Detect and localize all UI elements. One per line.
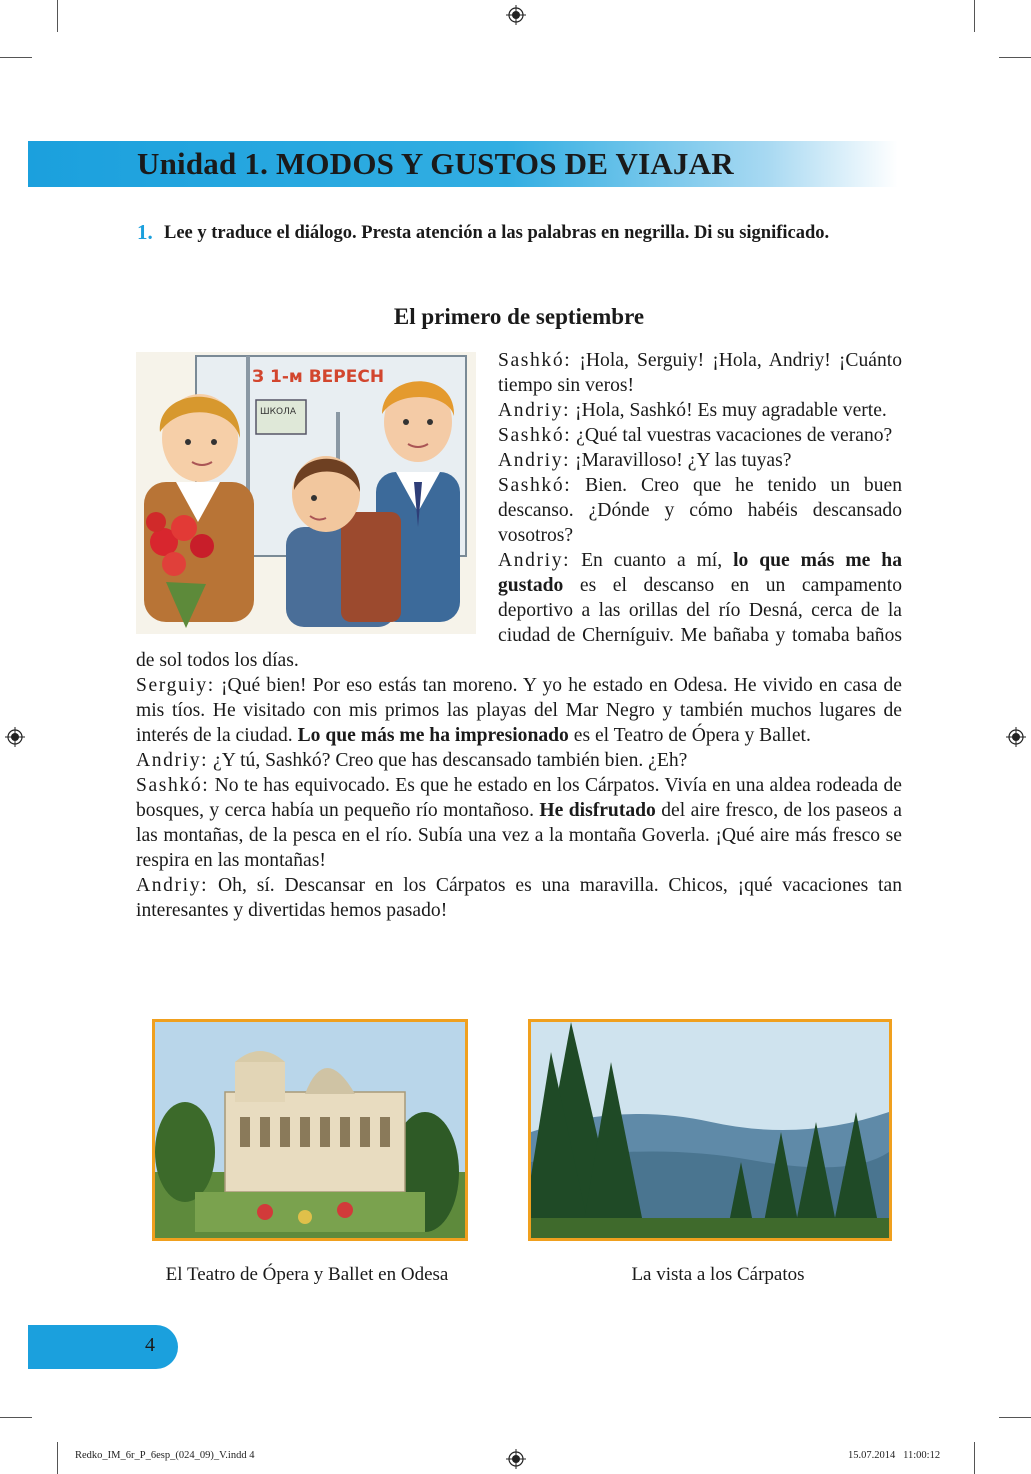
carpathians-photo-caption: La vista a los Cárpatos	[631, 1264, 805, 1285]
line-text: es el descanso en un campamento deportivo a las orillas del río Desná, cerca de la ciudad de Cherníguiv. Me bañaba y tomaba baños de sol todos los días.	[136, 575, 902, 671]
crop-mark	[974, 0, 975, 32]
students-illustration	[136, 352, 476, 634]
illustration-school-sign: ШКОЛА	[260, 407, 297, 417]
speaker-label: Sashkó:	[498, 425, 572, 446]
line-text: ¡Maravilloso! ¿Y las tuyas?	[570, 450, 792, 471]
speaker-label: Sashkó:	[498, 350, 572, 371]
crop-mark	[57, 1442, 58, 1474]
speaker-label: Sashkó:	[498, 475, 572, 496]
line-text: Oh, sí. Descansar en los Cárpatos es una maravilla. Chicos, ¡qué vacaciones tan interesantes y divertidas hemos pasado!	[136, 875, 902, 921]
carpathians-photo	[528, 1019, 892, 1241]
registration-mark-icon	[506, 5, 526, 25]
dialogue-line	[136, 673, 902, 748]
opera-theatre-image	[155, 1022, 465, 1238]
registration-mark-icon	[1006, 727, 1026, 747]
opera-photo-caption: El Teatro de Ópera y Ballet en Odesa	[165, 1264, 449, 1285]
dialogue-body	[136, 348, 902, 923]
dialogue-line	[136, 873, 902, 923]
crop-mark	[0, 57, 32, 58]
print-file-name: Redko_IM_6r_P_6esp_(024_09)_V.indd 4	[75, 1450, 255, 1461]
dialogue-line	[136, 773, 902, 873]
page-number: 4	[145, 1334, 155, 1356]
opera-theatre-photo	[152, 1019, 468, 1241]
key-phrase: lo que más me ha gustado	[498, 550, 902, 596]
line-text: En cuanto a mí,	[570, 550, 734, 571]
line-text: ¿Qué tal vuestras vacaciones de verano?	[571, 425, 893, 446]
registration-mark-icon	[506, 1449, 526, 1469]
key-phrase: He disfrutado	[539, 800, 656, 821]
illustration-banner-text: З 1-м ВЕРЕСН	[252, 367, 385, 387]
speaker-label: Andriy:	[136, 750, 209, 771]
dialogue-line	[136, 748, 902, 773]
task-instruction: Lee y traduce el diálogo. Presta atención a las palabras en negrilla. Di su significado.	[164, 223, 830, 243]
speaker-label: Andriy:	[498, 550, 571, 571]
key-phrase: Lo que más me ha impresionado	[297, 725, 569, 746]
crop-mark	[999, 57, 1031, 58]
line-text: ¡Qué bien! Por eso estás tan moreno. Y yo he estado en Odesa. He vivido en casa de mis tíos. He visitado con mis primos las playas del Mar Negro y también muchos lugares de interés de la ciudad.	[136, 675, 902, 746]
print-timestamp: 15.07.2014 11:00:12	[848, 1450, 941, 1461]
speaker-label: Andriy:	[136, 875, 209, 896]
line-text: del aire fresco, de los paseos a las montañas, de la pesca en el río. Subía una vez a la montaña Goverla. ¡Qué aire más fresco se respira en las montañas!	[136, 800, 902, 871]
dialogue-title: El primero de septiembre	[393, 304, 645, 329]
speaker-label: Serguiy:	[136, 675, 215, 696]
carpathians-image	[531, 1022, 889, 1238]
task-number: 1.	[137, 220, 153, 244]
crop-mark	[0, 1417, 32, 1418]
page-number-tab	[28, 1325, 178, 1369]
line-text: Bien. Creo que he tenido un buen descanso. ¿Dónde y cómo habéis descansado vosotros?	[498, 475, 902, 546]
crop-mark	[57, 0, 58, 32]
crop-mark	[974, 1442, 975, 1474]
speaker-label: Andriy:	[498, 400, 571, 421]
speaker-label: Andriy:	[498, 450, 571, 471]
line-text: ¿Y tú, Sashkó? Creo que has descansado también bien. ¿Eh?	[208, 750, 688, 771]
unit-title: Unidad 1. MODOS Y GUSTOS DE VIAJAR	[137, 146, 734, 181]
line-text: es el Teatro de Ópera y Ballet.	[568, 725, 811, 746]
registration-mark-icon	[5, 727, 25, 747]
line-text: No te has equivocado. Es que he estado en los Cárpatos. Vivía en una aldea rodeada de bosques, y cerca había un pequeño río montañoso.	[136, 775, 902, 821]
line-text: ¡Hola, Serguiy! ¡Hola, Andriy! ¡Cuánto tiempo sin veros!	[498, 350, 902, 396]
line-text: ¡Hola, Sashkó! Es muy agradable verte.	[570, 400, 887, 421]
speaker-label: Sashkó:	[136, 775, 210, 796]
crop-mark	[999, 1417, 1031, 1418]
